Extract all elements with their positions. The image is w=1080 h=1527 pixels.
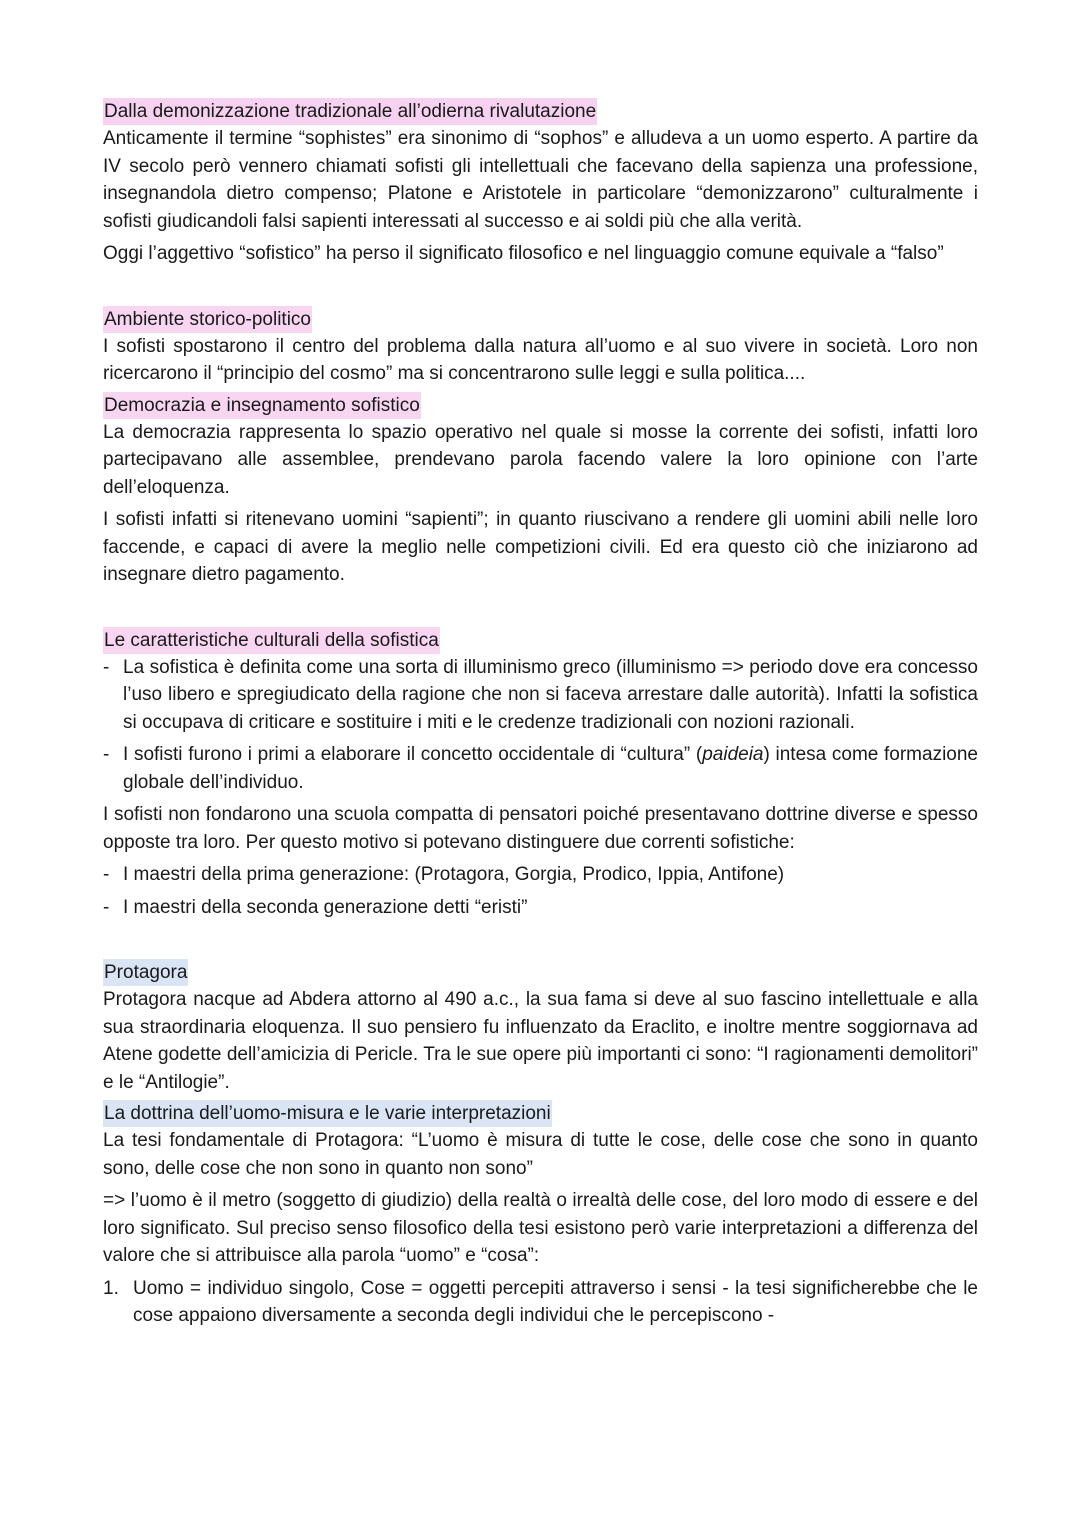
list-item: - I maestri della prima generazione: (Protagora, Gorgia, Prodico, Ippia, Antifone)	[103, 861, 978, 889]
paragraph: La democrazia rappresenta lo spazio operativo nel quale si mosse la corrente dei sofisti, infatti loro partecipavano alle assemblee, prendevano parola facendo valere la loro opinione con l’arte dell’eloquenza.	[103, 421, 978, 498]
bullet-list	[103, 654, 978, 797]
list-item-text: Uomo = individuo singolo, Cose = oggetti percepiti attraverso i sensi - la tesi significherebbe che le cose appaiono diversamente a seconda degli individui che le percepiscono -	[133, 1277, 978, 1326]
list-item: - I maestri della seconda generazione detti “eristi”	[103, 894, 978, 922]
paragraph: I sofisti non fondarono una scuola compatta di pensatori poiché presentavano dottrine diverse e spesso opposte tra loro. Per questo motivo si potevano distinguere due correnti sofistiche:	[103, 804, 978, 853]
heading-protagora: Protagora	[103, 959, 188, 986]
list-item	[103, 1275, 978, 1330]
numbered-list	[103, 1275, 978, 1330]
section-rivalutazione	[103, 98, 978, 268]
list-item-emphasis: paideia	[702, 744, 764, 765]
bullet-list	[103, 861, 978, 921]
section-ambiente	[103, 306, 978, 388]
heading-ambiente: Ambiente storico-politico	[103, 306, 312, 333]
list-item-text: I sofisti furono i primi a elaborare il concetto occidentale di “cultura” (	[123, 744, 703, 765]
section-democrazia	[103, 392, 978, 589]
paragraph: I sofisti infatti si ritenevano uomini “sapienti”; in quanto riuscivano a rendere gli uomini abili nelle loro faccende, e capaci di avere la meglio nelle competizioni civili. Ed era questo ciò che iniziarono ad insegnare dietro pagamento.	[103, 509, 978, 585]
list-number: 1.	[103, 1277, 119, 1299]
list-item: - La sofistica è definita come una sorta di illuminismo greco (illuminismo => periodo dove era concesso l’uso libero e spregiudicato della ragione che non si faceva arrestare dalle autorità). Infatti la sofistica si occupava di criticare e sostituire i miti e le credenze tradizionali con nozioni razionali.	[103, 654, 978, 737]
heading-rivalutazione: Dalla demonizzazione tradizionale all’odierna rivalutazione	[103, 98, 597, 125]
section-uomo-misura	[103, 1100, 978, 1330]
heading-uomo-misura: La dottrina dell’uomo-misura e le varie interpretazioni	[103, 1100, 552, 1127]
heading-caratteristiche: Le caratteristiche culturali della sofistica	[103, 627, 440, 654]
paragraph: Oggi l’aggettivo “sofistico” ha perso il significato filosofico e nel linguaggio comune equivale a “falso”	[103, 243, 944, 264]
paragraph: I sofisti spostarono il centro del problema dalla natura all’uomo e al suo vivere in società. Loro non ricercarono il “principio del cosmo” ma si concentrarono sulle leggi e sulla politica....	[103, 335, 978, 384]
paragraph: Protagora nacque ad Abdera attorno al 490 a.c., la sua fama si deve al suo fascino intellettuale e alla sua straordinaria eloquenza. Il suo pensiero fu influenzato da Eraclito, e inoltre mentre soggiornava ad Atene godette dell’amicizia di Pericle. Tra le sue opere più importanti ci sono: “I ragionamenti demolitori” e le “Antilogie”.	[103, 989, 978, 1093]
paragraph: La tesi fondamentale di Protagora: “L’uomo è misura di tutte le cose, delle cose che sono in quanto sono, delle cose che non sono in quanto non sono”	[103, 1130, 978, 1179]
list-item	[103, 741, 978, 796]
list-item-text: ) intesa come formazione globale dell’individuo.	[123, 744, 978, 793]
section-protagora	[103, 959, 978, 1096]
section-caratteristiche	[103, 627, 978, 922]
paragraph: Anticamente il termine “sophistes” era sinonimo di “sophos” e alludeva a un uomo esperto. A partire da IV secolo però vennero chiamati sofisti gli intellettuali che facevano della sapienza una professione, insegnandola dietro compenso; Platone e Aristotele in particolare “demonizzarono” culturalmente i sofisti giudicandoli falsi sapienti interessati al successo e ai soldi più che alla verità.	[103, 128, 978, 232]
heading-democrazia: Democrazia e insegnamento sofistico	[103, 392, 421, 419]
paragraph: => l’uomo è il metro (soggetto di giudizio) della realtà o irrealtà delle cose, del loro modo di essere e del loro significato. Sul preciso senso filosofico della tesi esistono però varie interpretazioni a differenza del valore che si attribuisce alla parola “uomo” e “cosa”:	[103, 1190, 978, 1266]
